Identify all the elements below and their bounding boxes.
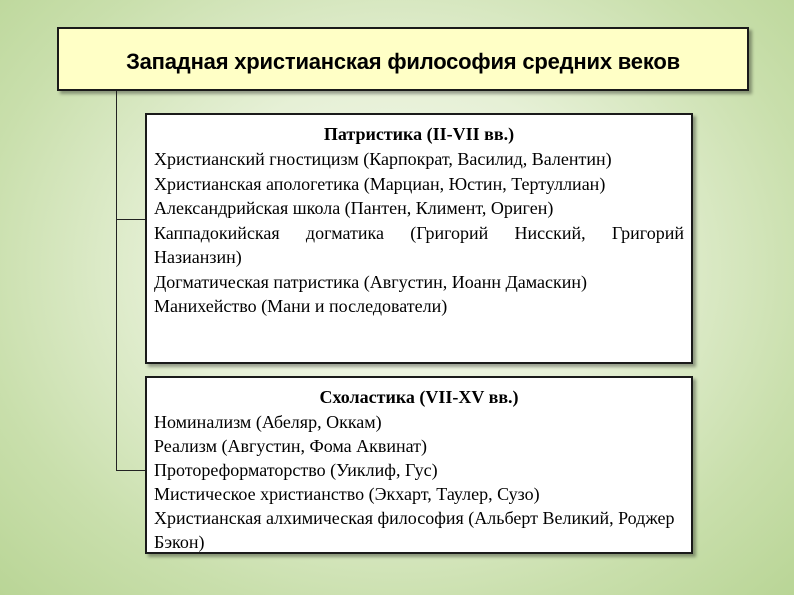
list-item: Номинализм (Абеляр, Оккам) — [154, 412, 382, 432]
list-item: Манихейство (Мани и последователи) — [154, 296, 448, 316]
list-item: Реализм (Августин, Фома Аквинат) — [154, 436, 428, 456]
list-item: Христианский гностицизм (Карпократ, Василид, Валентин) — [154, 149, 612, 169]
list-item: Догматическая патристика (Августин, Иоанн Дамаскин) — [154, 271, 588, 292]
title-box — [57, 27, 749, 91]
list-item: Каппадокийская догматика (Григорий Нисский, Григорий Назианзин) — [154, 222, 684, 267]
list-item: Александрийская школа (Пантен, Климент, Ориген) — [154, 198, 554, 218]
connector-trunk — [116, 91, 117, 471]
connector-branch-scholasticism — [116, 470, 147, 471]
diagram-title: Западная христианская философия средних веков — [126, 49, 680, 74]
scholasticism-heading: Схоластика (VII-XV вв.) — [319, 387, 519, 407]
scholasticism-list — [154, 410, 684, 554]
list-item: Христианская апологетика (Марциан, Юстин, Тертуллиан) — [154, 173, 606, 194]
list-item: Протореформаторство (Уиклиф, Гус) — [154, 460, 438, 480]
list-item: Мистическое христианство (Экхарт, Таулер, Сузо) — [154, 484, 540, 504]
scholasticism-box — [145, 376, 693, 554]
patristics-heading: Патристика (II-VII вв.) — [323, 124, 515, 144]
patristics-list — [154, 147, 684, 319]
patristics-box — [145, 113, 693, 364]
connector-branch-patristics — [116, 219, 147, 220]
list-item: Христианская алхимическая философия (Альберт Великий, Роджер Бэкон) — [154, 508, 675, 552]
